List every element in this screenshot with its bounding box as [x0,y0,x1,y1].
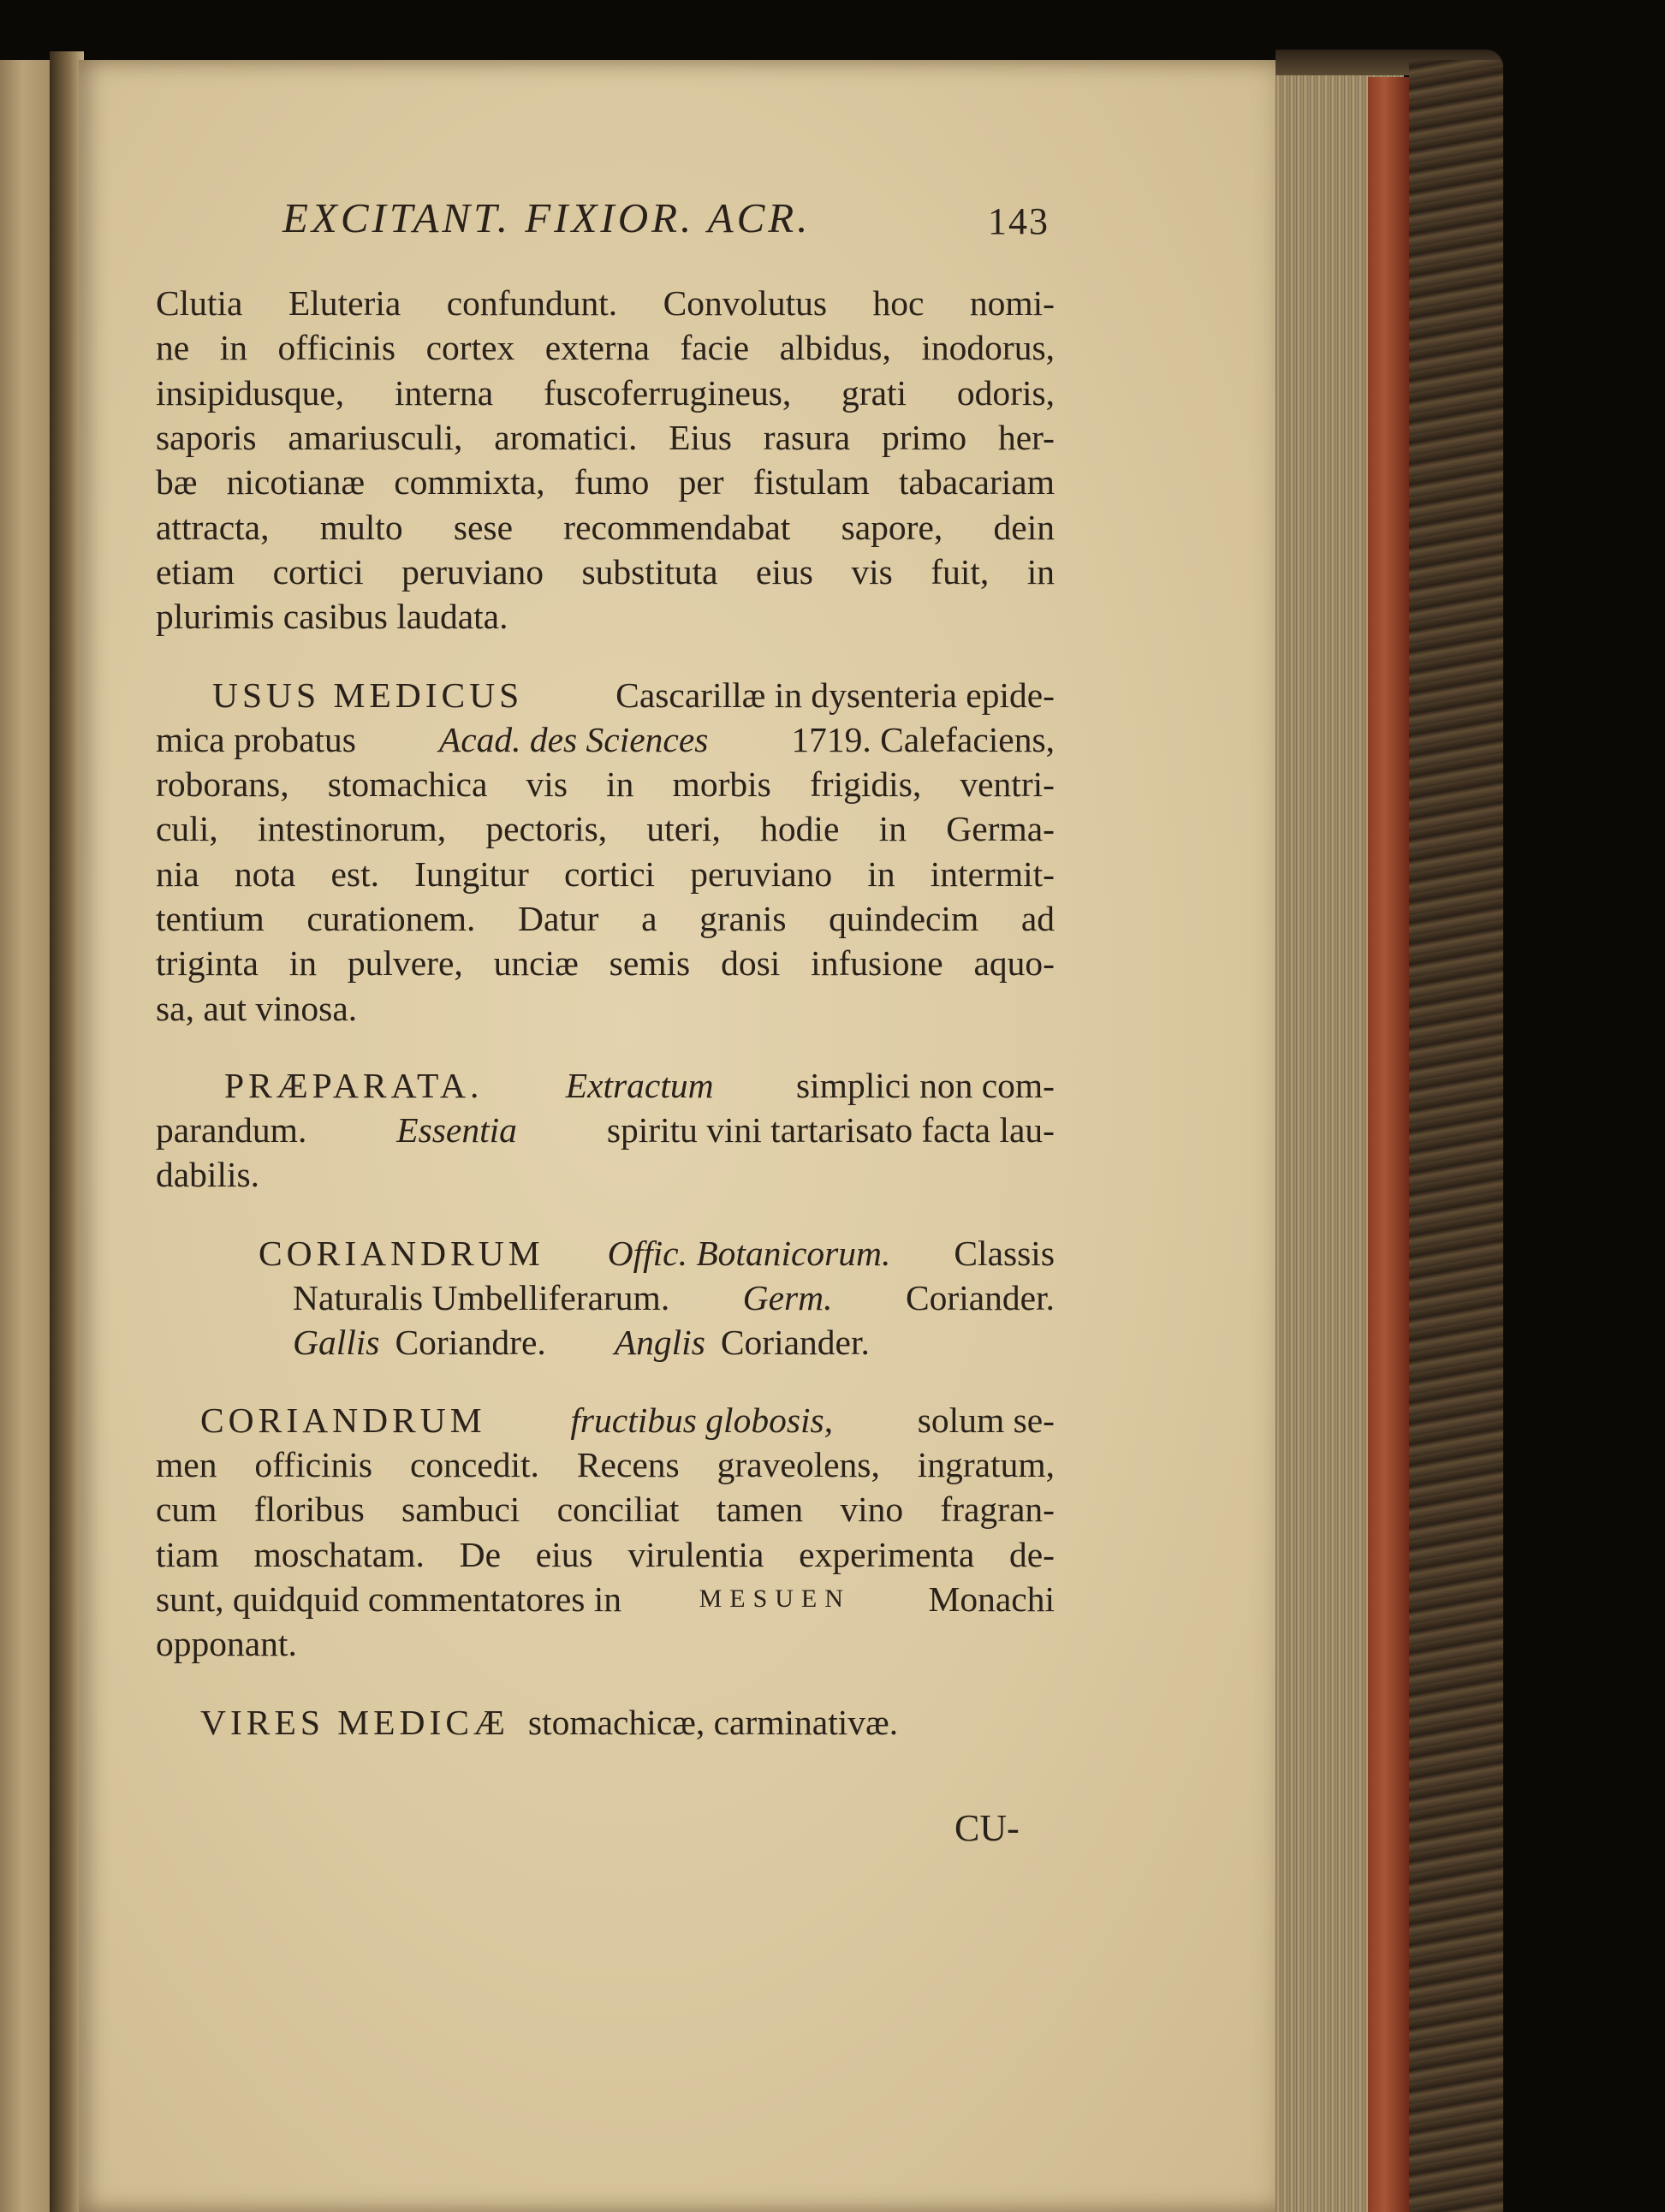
text-run: spiritu vini tartarisato facta lau- [606,1110,1055,1150]
text-run: solum se- [917,1400,1055,1440]
italic-term: Germ. [742,1278,833,1317]
text-line: culi, intestinorum, pectoris, uteri, hodie in Germa- [156,809,1055,848]
paragraph-praeparata [224,1063,1055,1108]
text-run: Monachi [928,1579,1055,1619]
italic-term: Gallis [293,1323,380,1362]
text-line: dabilis. [156,1155,260,1194]
text-run: Cascarillæ in dysenteria epide- [615,675,1055,715]
text-line: roborans, stomachica vis in morbis frigidis, ventri- [156,764,1055,804]
text-line [293,1320,870,1365]
section-label: CORIANDRUM [259,1234,544,1273]
section-label: VIRES MEDICÆ [200,1703,509,1742]
italic-term: Extractum [565,1066,714,1105]
paragraph-usus-medicus [212,673,1055,717]
small-caps-name: MESUEN [699,1585,851,1613]
paragraph-vires-medicae [200,1700,898,1745]
text-line: opponant. [156,1624,297,1663]
text-line: insipidusque, interna fuscoferrugineus, grati odoris, [156,373,1055,413]
text-run: stomachicæ, carminativæ. [527,1703,899,1742]
text-run: sunt, quidquid commentatores in [156,1579,622,1619]
text-line: triginta in pulvere, unciæ semis dosi infusione aquo- [156,943,1055,983]
catchword: CU- [954,1807,1020,1849]
text-line: men officinis concedit. Recens graveolens, ingratum, [156,1445,1055,1484]
text-run: Coriander. [720,1323,870,1362]
paragraph-coriandrum-heading [259,1231,1055,1275]
red-page-edges [1368,77,1409,2212]
text-run: mica probatus [156,720,356,759]
text-line: sa, aut vinosa. [156,989,358,1028]
italic-term: Anglis [614,1323,705,1362]
running-title: EXCITANT. FIXIOR. ACR. [282,194,812,241]
text-line: cum floribus sambuci conciliat tamen vino fragran- [156,1490,1055,1529]
text-line: attracta, multo sese recommendabat sapore, dein [156,508,1055,547]
italic-term: Essentia [396,1110,517,1150]
text-run: parandum. [156,1110,307,1150]
book-cover [1409,60,1503,2212]
text-line: bæ nicotianæ commixta, fumo per fistulam tabacariam [156,462,1055,502]
italic-term: fructibus globosis, [570,1400,834,1440]
text-run: Naturalis Umbelliferarum. [293,1278,670,1317]
text-run: 1719. Calefaciens, [791,720,1055,759]
text-line: etiam cortici peruviano substituta eius vis fuit, in [156,552,1055,592]
section-label: USUS MEDICUS [212,675,524,715]
text-run: Coriandre. [395,1323,546,1362]
text-line [156,1108,1055,1152]
paragraph-coriandrum [200,1398,1055,1442]
text-line: nia nota est. Iungitur cortici peruviano in intermit- [156,854,1055,894]
text-run: simplici non com- [795,1066,1055,1105]
section-label: CORIANDRUM [200,1400,486,1440]
italic-term: Offic. Botanicorum. [607,1234,891,1273]
text-line [156,1577,1055,1621]
page-number: 143 [988,200,1050,242]
text-line: plurimis casibus laudata. [156,597,508,636]
text-line: saporis amariusculi, aromatici. Eius rasura primo her- [156,418,1055,457]
section-label: PRÆPARATA. [224,1066,484,1105]
text-run: Classis [954,1234,1055,1273]
text-line: ne in officinis cortex externa facie albidus, inodorus, [156,328,1055,367]
text-line [156,717,1055,762]
citation: Acad. des Sciences [438,720,709,759]
text-line: tentium curationem. Datur a granis quindecim ad [156,899,1055,938]
text-run: Coriander. [905,1278,1055,1317]
text-line: Clutia Eluteria confundunt. Convolutus hoc nomi- [156,283,1055,323]
text-line [293,1275,1055,1320]
previous-page-edge [0,60,50,2212]
text-line: tiam moschatam. De eius virulentia experimenta de- [156,1535,1055,1574]
